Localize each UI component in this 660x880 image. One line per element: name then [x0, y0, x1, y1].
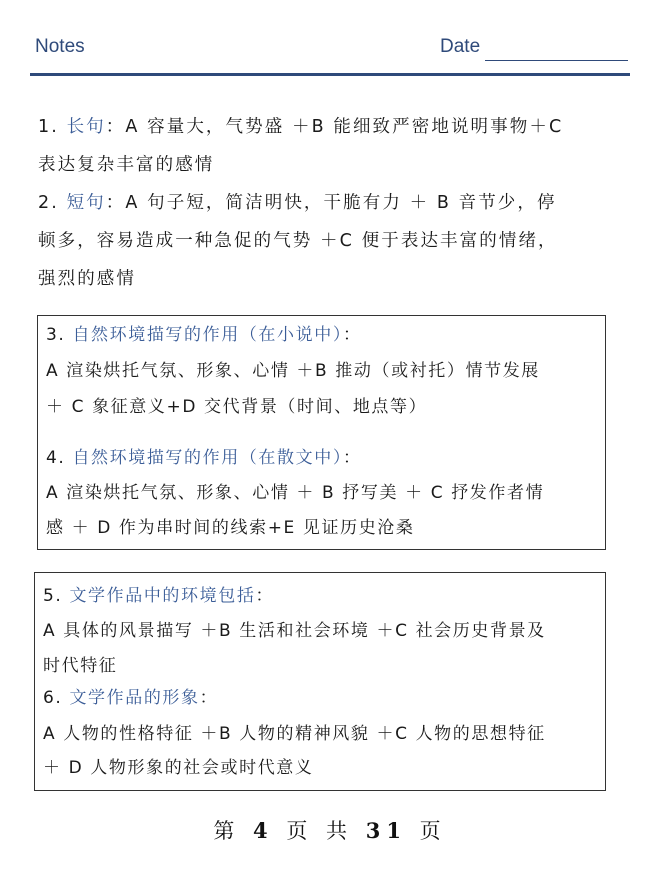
- item4-line1: A 渲染烘托气氛、形象、心情 ＋ B 抒写美 ＋ C 抒发作者情: [46, 483, 545, 503]
- item4-colon: ：: [342, 448, 362, 468]
- section2-line1: [38, 184, 563, 222]
- item3-heading: [46, 320, 362, 345]
- section2-text: ：A 句子短，简洁明快，干脆有力 ＋ B 音节少，停: [105, 193, 557, 213]
- item4-line2: 感 ＋ D 作为串时间的线索+E 见证历史沧桑: [46, 518, 415, 538]
- item6-heading: [43, 683, 218, 708]
- section1-number: 1.: [38, 117, 59, 137]
- item3-number: 3.: [46, 325, 66, 345]
- item3-colon: ：: [342, 325, 362, 345]
- item5-number: 5.: [43, 586, 63, 606]
- section2-line3: 强烈的感情: [38, 269, 136, 289]
- item6-line1: A 人物的性格特征 ＋B 人物的精神风貌 ＋C 人物的思想特征: [43, 724, 546, 744]
- footer-prefix: 第: [213, 819, 241, 843]
- date-label: Date: [440, 36, 481, 57]
- header-rule: [30, 73, 630, 76]
- page-header: [35, 36, 630, 72]
- item4-title: 自然环境描写的作用（在散文中）: [72, 448, 343, 468]
- section1-line2: 表达复杂丰富的感情: [38, 155, 215, 175]
- section1-text: ：A 容量大，气势盛 ＋B 能细致严密地说明事物＋C: [105, 117, 564, 137]
- item4-number: 4.: [46, 448, 66, 468]
- notes-label: Notes: [35, 36, 85, 57]
- date-underline: [485, 60, 628, 61]
- footer-current-page: 4: [253, 818, 274, 843]
- box-literary-environment: [34, 572, 606, 791]
- section1-line1: [38, 108, 563, 146]
- item5-heading: [43, 581, 274, 606]
- section-sentence-types: [38, 108, 563, 298]
- section2-number: 2.: [38, 193, 59, 213]
- section2-line2: 顿多，容易造成一种急促的气势 ＋C 便于表达丰富的情绪，: [38, 231, 558, 251]
- footer-suffix: 页: [419, 819, 447, 843]
- item3-line1: A 渲染烘托气氛、形象、心情 ＋B 推动（或衬托）情节发展: [46, 361, 540, 381]
- item5-colon: ：: [255, 586, 275, 606]
- box-environment-function: [37, 315, 606, 550]
- item5-title: 文学作品中的环境包括: [69, 586, 256, 606]
- page-footer: [0, 815, 660, 845]
- item5-line1: A 具体的风景描写 ＋B 生活和社会环境 ＋C 社会历史背景及: [43, 621, 546, 641]
- item3-line2: ＋ C 象征意义+D 交代背景（时间、地点等）: [46, 397, 428, 417]
- item4-heading: [46, 443, 362, 468]
- item5-line2: 时代特征: [43, 656, 118, 676]
- section1-title: 长句: [66, 117, 106, 137]
- footer-middle: 页 共: [286, 819, 354, 843]
- item6-number: 6.: [43, 688, 63, 708]
- item6-title: 文学作品的形象: [69, 688, 200, 708]
- item6-line2: ＋ D 人物形象的社会或时代意义: [43, 758, 314, 778]
- item3-title: 自然环境描写的作用（在小说中）: [72, 325, 343, 345]
- section2-title: 短句: [66, 193, 106, 213]
- footer-total-pages: 31: [365, 818, 407, 843]
- item6-colon: ：: [199, 688, 219, 708]
